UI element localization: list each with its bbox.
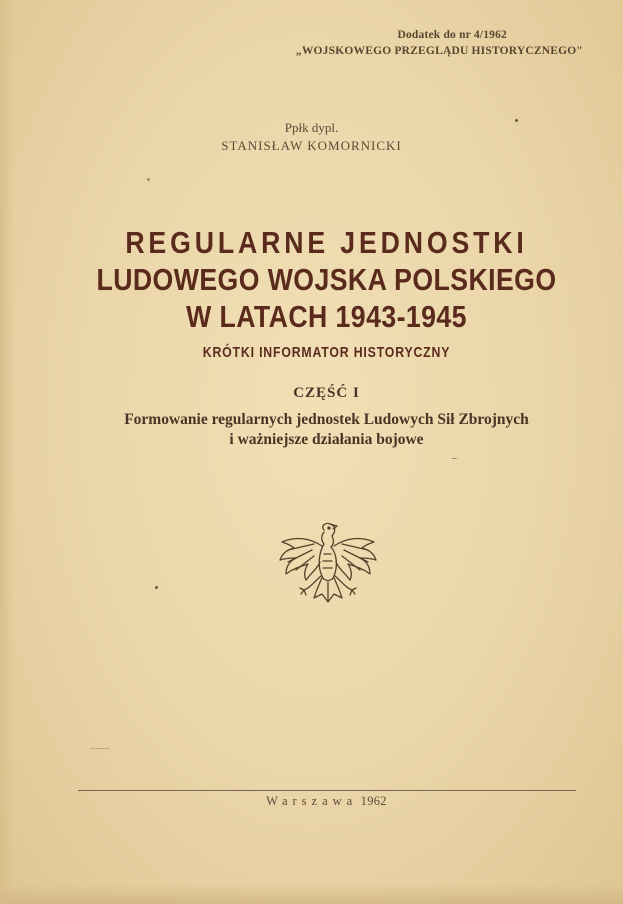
paper-speck — [147, 178, 150, 181]
supplement-journal: „WOJSKOWEGO PRZEGLĄDU HISTORYCZNEGO" — [295, 45, 583, 57]
paper-speck — [90, 748, 110, 749]
imprint — [0, 794, 623, 809]
footer-divider — [78, 790, 576, 791]
main-title — [46, 224, 608, 335]
imprint-city: Warszawa — [266, 794, 358, 808]
paper-bottom-shadow — [0, 884, 623, 904]
title-line-1: REGULARNE JEDNOSTKI — [125, 225, 528, 260]
author-rank: Ppłk dypl. — [284, 120, 339, 135]
eagle-emblem-icon — [274, 520, 382, 612]
paper-speck — [155, 586, 158, 589]
subtitle: KRÓTKI INFORMATOR HISTORYCZNY — [202, 344, 451, 361]
author-name: STANISŁAW KOMORNICKI — [221, 138, 402, 153]
paper-speck — [515, 119, 518, 122]
imprint-year: 1962 — [360, 794, 387, 808]
title-line-3: W LATACH 1943-1945 — [186, 299, 467, 334]
part-description — [0, 410, 623, 450]
supplement-issue: Dodatek do nr 4/1962 — [397, 29, 507, 41]
author-block — [0, 119, 623, 155]
paper-speck — [452, 458, 457, 459]
part-label: CZĘŚĆ I — [293, 385, 360, 401]
supplement-note — [243, 27, 583, 59]
title-line-2: LUDOWEGO WOJSKA POLSKIEGO — [96, 262, 557, 297]
description-line-1: Formowanie regularnych jednostek Ludowych Sił Zbrojnych — [124, 411, 529, 428]
description-line-2: i ważniejsze działania bojowe — [229, 431, 424, 448]
